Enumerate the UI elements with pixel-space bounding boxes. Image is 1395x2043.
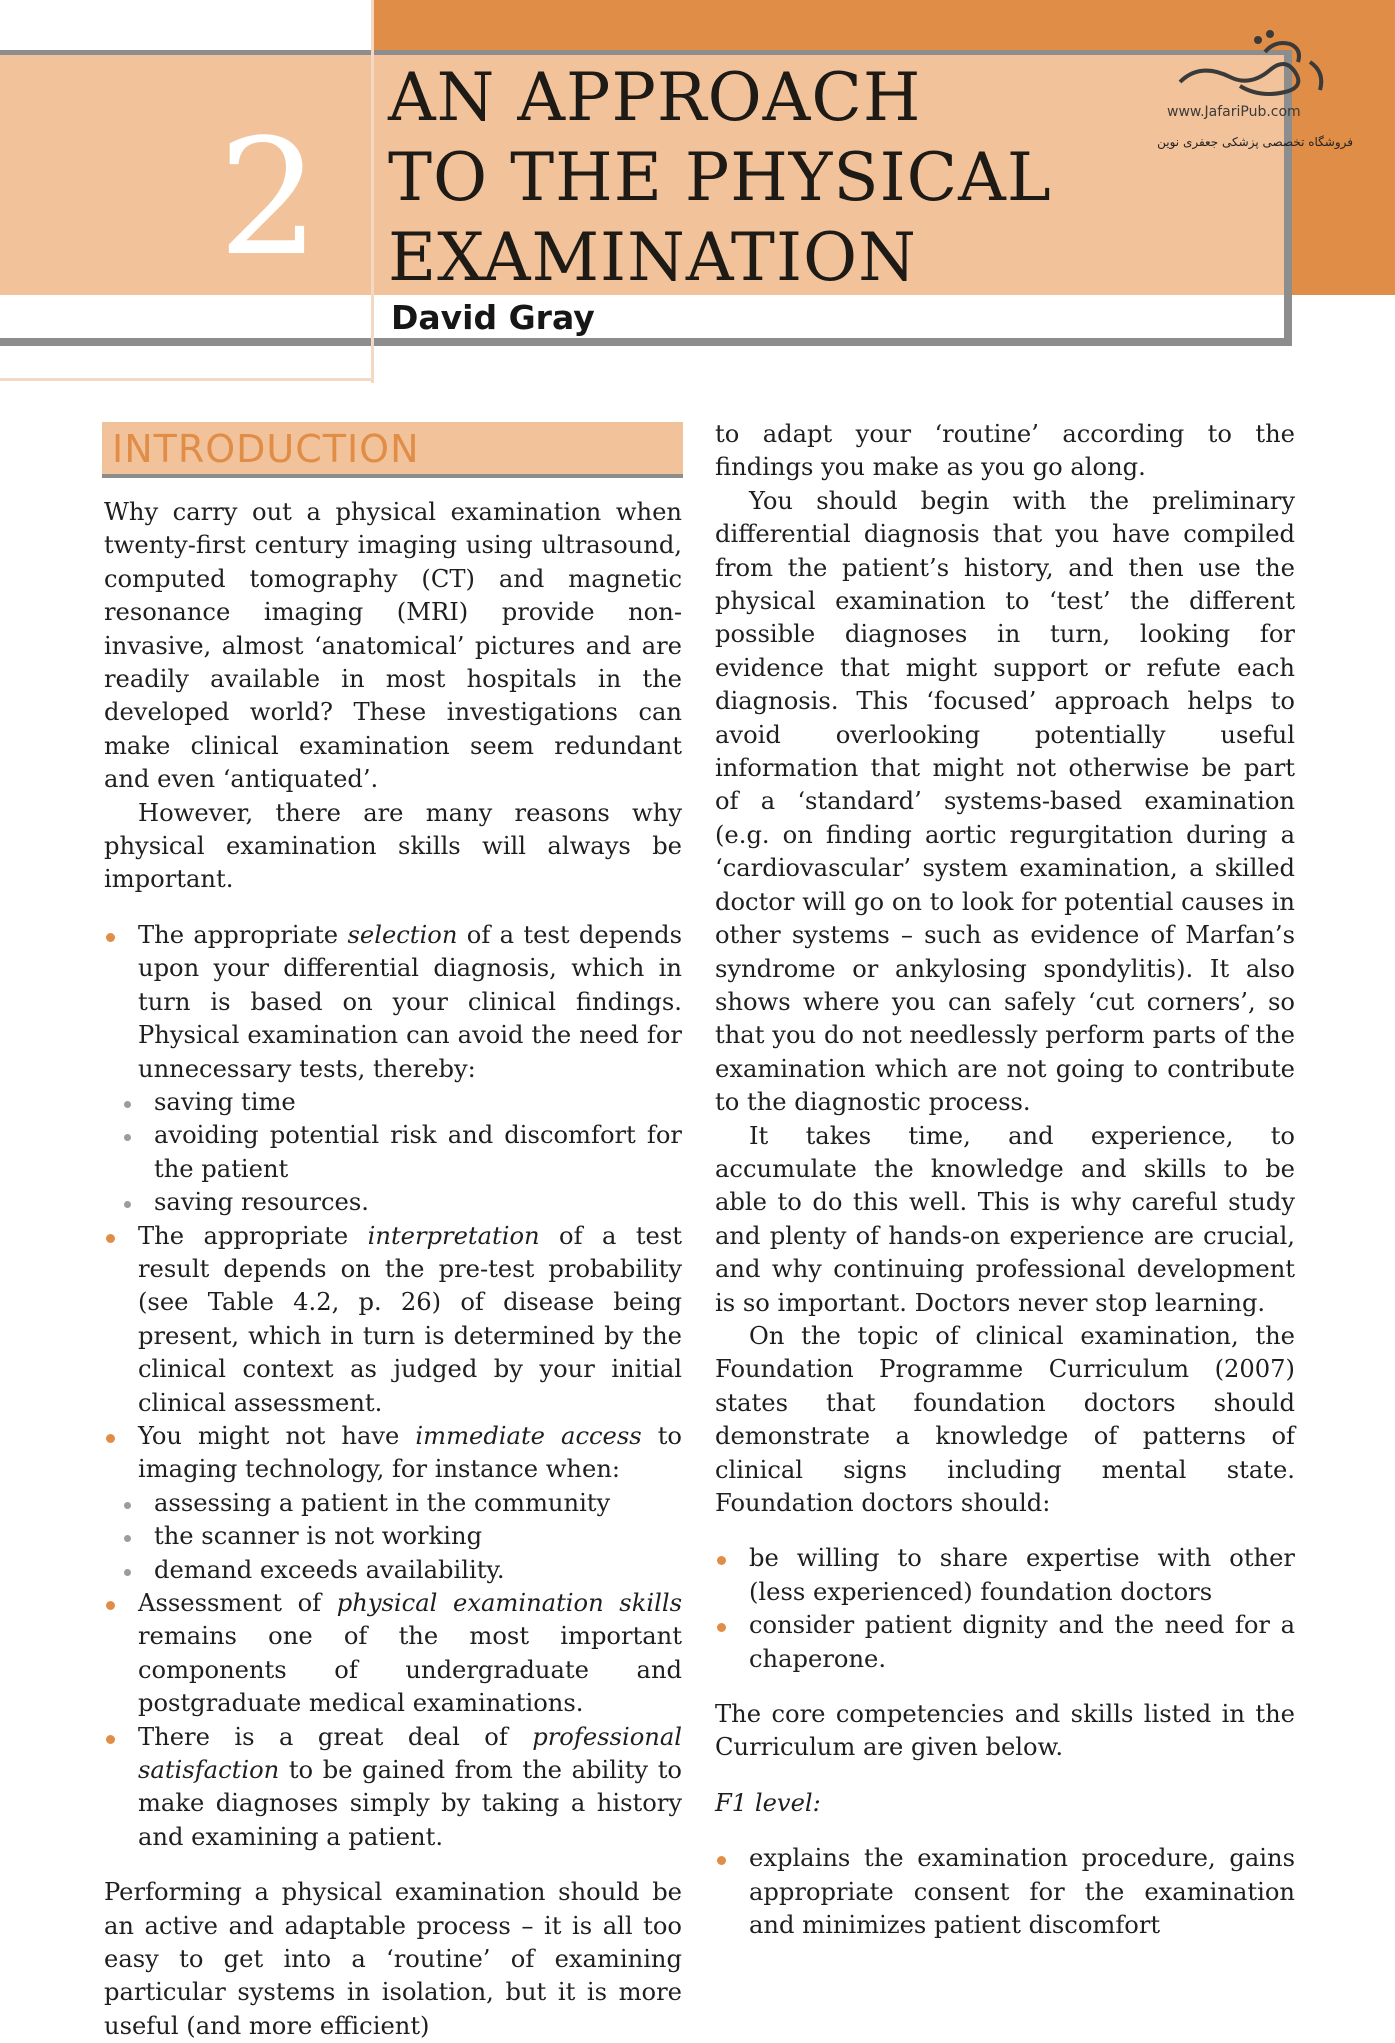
chapter-title-line: TO THE PHYSICAL xyxy=(388,139,1052,216)
sub-list-item: saving resources. xyxy=(104,1186,682,1219)
chapter-title-line: AN APPROACH xyxy=(388,59,922,136)
bullet-list xyxy=(104,919,682,1854)
list-item: consider patient dignity and the need for a chaperone. xyxy=(715,1609,1295,1676)
section-heading-box xyxy=(102,422,683,478)
chapter-author: David Gray xyxy=(391,298,595,337)
header-divider-horizontal xyxy=(0,378,374,381)
paragraph: The core competencies and skills listed in the Curriculum are given below. xyxy=(715,1700,1295,1762)
sub-list-item: assessing a patient in the community xyxy=(104,1487,682,1520)
paragraph: On the topic of clinical examination, the Foundation Programme Curriculum (2007) states that foundation doctors should demonstrate a knowledge of patterns of clinical signs including mental state. Foundation doctors should: xyxy=(715,1321,1295,1517)
list-item: be willing to share expertise with other (less experienced) foundation doctors xyxy=(715,1542,1295,1609)
paragraph: It takes time, and experience, to accumulate the knowledge and skills to be able to do this well. This is why careful study and plenty of hands-on experience are crucial, and why continuing professional development is so important. Doctors never stop learning. xyxy=(715,1121,1295,1317)
left-column xyxy=(104,496,682,2043)
bullet-list xyxy=(715,1842,1295,1942)
publisher-store-name: فروشگاه تخصصی پزشکی جعفری نوین xyxy=(1157,135,1353,149)
bullet-list xyxy=(715,1542,1295,1676)
sub-bullet-list xyxy=(104,1487,682,1587)
right-column xyxy=(715,418,1295,1942)
list-item: There is a great deal of professional satisfaction to be gained from the ability to make diagnoses simply by taking a history and examining a patient. xyxy=(104,1721,682,1855)
paragraph: You should begin with the preliminary differential diagnosis that you have compiled from the patient’s history, and then use the physical examination to ‘test’ the different possible diagnoses in turn, looking for evidence that might support or refute each diagnosis. This ‘focused’ approach helps to avoid overlooking potentially useful information that might not otherwise be part of a ‘standard’ systems-based examination (e.g. on finding aortic regurgitation during a ‘cardiovascular’ system examination, a skilled doctor will go on to look for potential causes in other systems – such as evidence of Marfan’s syndrome or ankylosing spondylitis). It also shows where you can safely ‘cut corners’, so that you do not needlessly perform parts of the examination which are not going to contribute to the diagnostic process. xyxy=(715,486,1295,1117)
list-item: explains the examination procedure, gains appropriate consent for the examination and minimizes patient discomfort xyxy=(715,1842,1295,1942)
list-item: You might not have immediate access to imaging technology, for instance when: assessing a patient in the community the scanner is not working demand exceeds availability. xyxy=(104,1420,682,1587)
list-item: Assessment of physical examination skills remains one of the most important components of undergraduate and postgraduate medical examinations. xyxy=(104,1587,682,1721)
sub-bullet-list xyxy=(104,1086,682,1220)
paragraph: Why carry out a physical examination when twenty-first century imaging using ultrasound, computed tomography (CT) and magnetic resonance imaging (MRI) provide non-invasive, almost ‘anatomical’ pictures and are readily available in most hospitals in the developed world? These investigations can make clinical examination seem redundant and even ‘antiquated’. xyxy=(104,498,682,794)
chapter-number: 2 xyxy=(218,104,320,291)
paragraph: However, there are many reasons why physical examination skills will always be important. xyxy=(104,798,682,894)
list-item: The appropriate interpretation of a test result depends on the pre-test probability (see Table 4.2, p. 26) of disease being present, which in turn is determined by the clinical context as judged by your initial clinical assessment. xyxy=(104,1220,682,1420)
publisher-url: www.JafariPub.com xyxy=(1167,104,1301,120)
list-item: The appropriate selection of a test depends upon your differential diagnosis, which in turn is based on your clinical findings. Physical examination can avoid the need for unnecessary tests, thereby: saving time avoiding potential risk and discomfort for the patient saving resources. xyxy=(104,919,682,1220)
chapter-title-line: EXAMINATION xyxy=(388,219,917,296)
level-label: F1 level: xyxy=(715,1788,821,1817)
sub-list-item: the scanner is not working xyxy=(104,1520,682,1553)
chapter-title xyxy=(388,58,1088,298)
sub-list-item: avoiding potential risk and discomfort for the patient xyxy=(104,1119,682,1186)
section-heading: INTRODUCTION xyxy=(112,427,420,471)
sub-list-item: demand exceeds availability. xyxy=(104,1554,682,1587)
paragraph: Performing a physical examination should be an active and adaptable process – it is all too easy to get into a ‘routine’ of examining particular systems in isolation, but it is more useful (and more efficient) xyxy=(104,1878,682,2040)
header-divider-vertical xyxy=(371,0,374,383)
paragraph: to adapt your ‘routine’ according to the findings you make as you go along. xyxy=(715,420,1295,482)
sub-list-item: saving time xyxy=(104,1086,682,1119)
